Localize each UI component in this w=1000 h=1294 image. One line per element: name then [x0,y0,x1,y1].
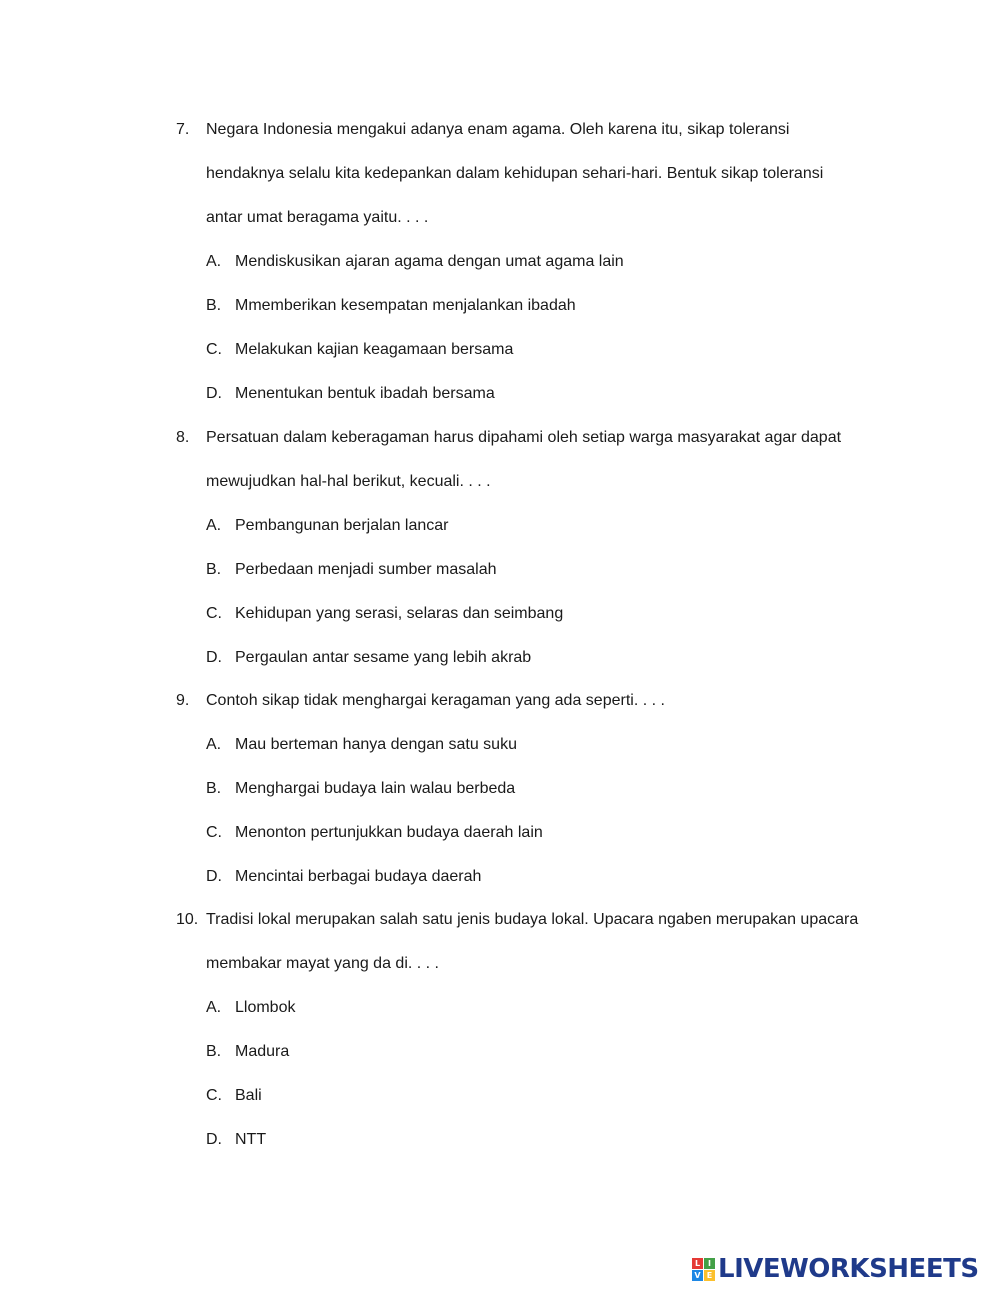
option-text: Menghargai budaya lain walau berbeda [235,780,516,797]
question-line [176,163,896,207]
option-c[interactable] [176,1085,896,1129]
option-text: Madura [235,1043,290,1060]
question-10 [176,909,896,1173]
option-text: Pembangunan berjalan lancar [235,517,449,534]
question-line [176,953,896,997]
option-b[interactable] [176,559,896,603]
question-line [176,909,896,953]
option-d[interactable] [176,383,896,427]
question-text: Persatuan dalam keberagaman harus dipahami oleh setiap warga masyarakat agar dapat [206,429,842,446]
question-7 [176,119,896,427]
option-b[interactable] [176,1041,896,1085]
option-letter: B. [206,561,222,578]
question-line [176,207,896,251]
question-text: Contoh sikap tidak menghargai keragaman yang ada seperti. . . . [206,692,665,709]
option-text: Mencintai berbagai budaya daerah [235,868,482,885]
liveworksheets-brand[interactable] [692,1252,979,1286]
option-letter: A. [206,736,222,753]
option-b[interactable] [176,295,896,339]
option-b[interactable] [176,778,896,822]
question-line [176,427,896,471]
logo-tile: I [704,1258,715,1269]
question-9 [176,690,896,910]
option-c[interactable] [176,339,896,383]
logo-tile: E [704,1270,715,1281]
question-number: 8. [176,429,190,446]
option-letter: C. [206,824,222,841]
option-letter: D. [206,385,222,402]
option-letter: A. [206,253,222,270]
option-letter: D. [206,1131,222,1148]
option-d[interactable] [176,866,896,910]
question-line [176,119,896,163]
option-letter: B. [206,297,222,314]
question-text: membakar mayat yang da di. . . . [206,955,439,972]
option-letter: D. [206,649,222,666]
option-letter: B. [206,780,222,797]
option-a[interactable] [176,734,896,778]
option-d[interactable] [176,647,896,691]
brand-text: LIVEWORKSHEETS [718,1254,979,1284]
option-text: Pergaulan antar sesame yang lebih akrab [235,649,532,666]
option-text: Bali [235,1087,262,1104]
option-c[interactable] [176,603,896,647]
option-letter: C. [206,341,222,358]
liveworksheets-logo-icon [692,1258,715,1281]
question-number: 9. [176,692,190,709]
option-c[interactable] [176,822,896,866]
option-letter: A. [206,999,222,1016]
option-letter: C. [206,605,222,622]
question-text: hendaknya selalu kita kedepankan dalam kehidupan sehari-hari. Bentuk sikap toleransi [206,165,824,182]
question-line [176,690,896,734]
question-text: antar umat beragama yaitu. . . . [206,209,429,226]
question-text: mewujudkan hal-hal berikut, kecuali. . . . [206,473,491,490]
logo-tile: L [692,1258,703,1269]
option-letter: B. [206,1043,222,1060]
option-text: NTT [235,1131,267,1148]
logo-tile: V [692,1270,703,1281]
option-text: Mendiskusikan ajaran agama dengan umat agama lain [235,253,624,270]
option-text: Mmemberikan kesempatan menjalankan ibadah [235,297,576,314]
option-text: Perbedaan menjadi sumber masalah [235,561,497,578]
option-text: Llombok [235,999,296,1016]
question-line [176,471,896,515]
question-number: 7. [176,121,190,138]
option-text: Mau berteman hanya dengan satu suku [235,736,517,753]
option-text: Menentukan bentuk ibadah bersama [235,385,495,402]
option-a[interactable] [176,251,896,295]
option-letter: D. [206,868,222,885]
question-8 [176,427,896,691]
question-number: 10. [176,911,199,928]
option-text: Kehidupan yang serasi, selaras dan seimbang [235,605,564,622]
option-d[interactable] [176,1129,896,1173]
option-a[interactable] [176,997,896,1041]
question-text: Negara Indonesia mengakui adanya enam agama. Oleh karena itu, sikap toleransi [206,121,790,138]
option-a[interactable] [176,515,896,559]
question-text: Tradisi lokal merupakan salah satu jenis budaya lokal. Upacara ngaben merupakan upacara [206,911,859,928]
option-letter: C. [206,1087,222,1104]
option-letter: A. [206,517,222,534]
option-text: Menonton pertunjukkan budaya daerah lain [235,824,543,841]
option-text: Melakukan kajian keagamaan bersama [235,341,514,358]
